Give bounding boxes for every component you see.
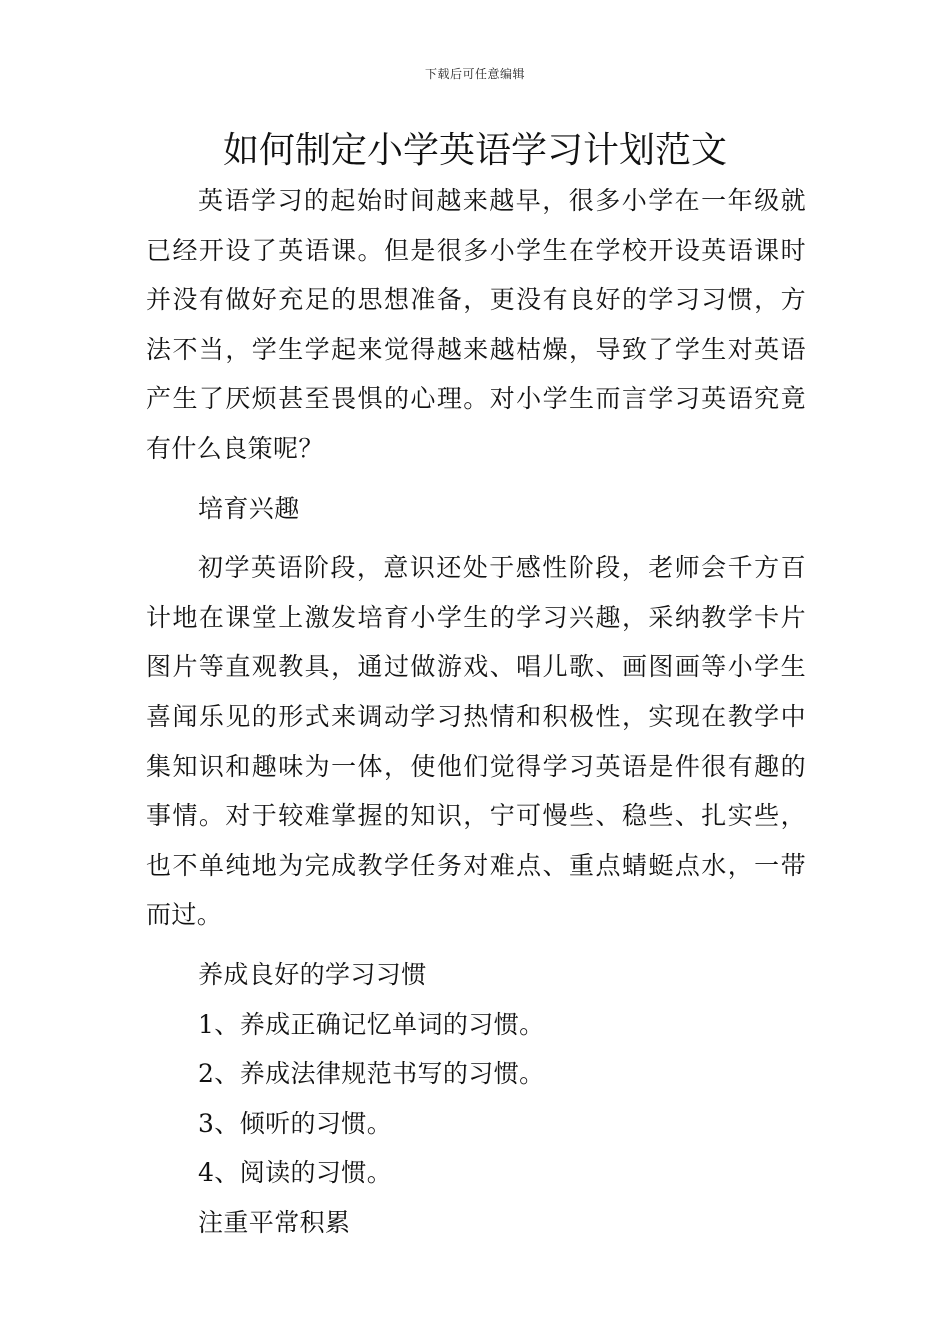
section-heading-interest: 培育兴趣 [198,493,300,523]
intro-paragraph: 英语学习的起始时间越来越早，很多小学在一年级就已经开设了英语课。但是很多小学生在学校开设英语课时并没有做好充足的思想准备，更没有良好的学习习惯，方法不当，学生学起来觉得越来越枯燥，导致了学生对英语产生了厌烦甚至畏惧的心理。对小学生而言学习英语究竟有什么良策呢？ [146,186,806,463]
spacer [146,474,806,484]
section-heading-habits: 养成良好的学习习惯 [198,959,427,989]
header-note: 下载后可任意编辑 [424,67,525,81]
list-item: 2、养成法律规范书写的习惯。 [198,1059,545,1089]
document-title: 如何制定小学英语学习计划范文 [222,130,727,171]
document-body [146,176,806,1247]
list-item: 3、倾听的习惯。 [198,1108,393,1138]
section-heading-accumulation: 注重平常积累 [198,1207,351,1237]
list-item: 4、阅读的习惯。 [198,1158,393,1188]
spacer [146,940,806,950]
spacer [146,533,806,543]
list-item: 1、养成正确记忆单词的习惯。 [198,1009,545,1039]
interest-paragraph: 初学英语阶段，意识还处于感性阶段，老师会千方百计地在课堂上激发培育小学生的学习兴趣，采纳教学卡片图片等直观教具，通过做游戏、唱儿歌、画图画等小学生喜闻乐见的形式来调动学习热情和积极性，实现在教学中集知识和趣味为一体，使他们觉得学习英语是件很有趣的事情。对于较难掌握的知识，宁可慢些、稳些、扎实些，也不单纯地为完成教学任务对难点、重点蜻蜓点水，一带而过。 [146,553,806,930]
